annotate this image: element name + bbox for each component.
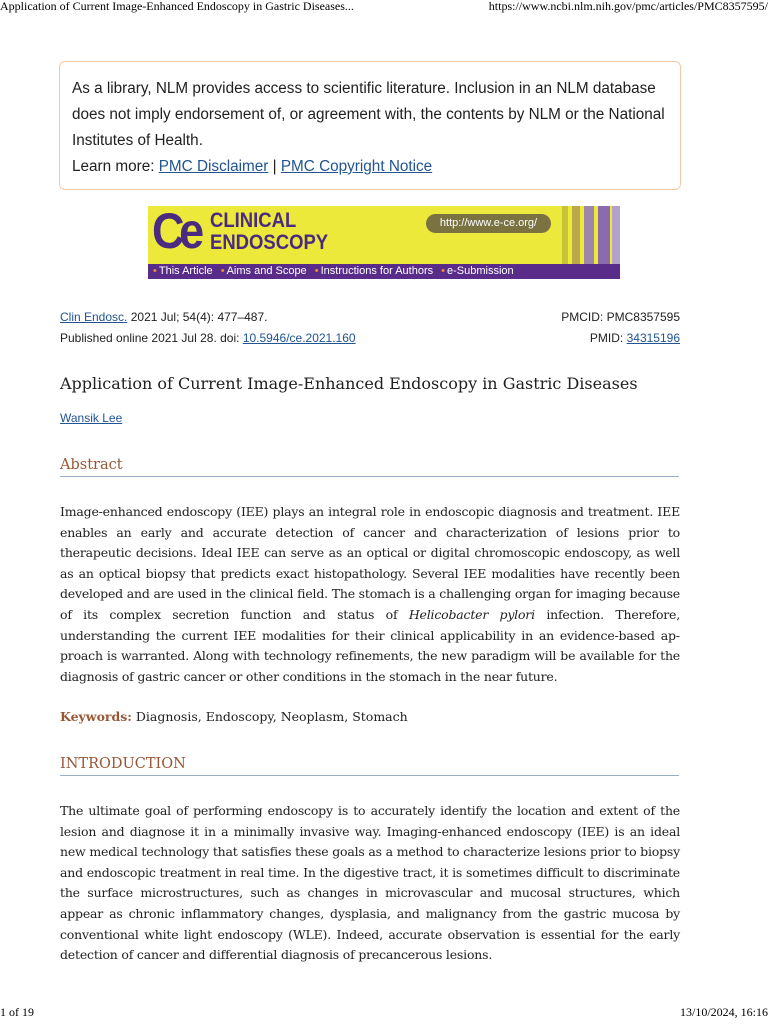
introduction-heading: INTRODUCTION bbox=[60, 756, 679, 776]
nav-this-article[interactable]: This Article bbox=[158, 265, 213, 277]
published-online: Published online 2021 Jul 28. doi: bbox=[60, 331, 240, 345]
print-footer bbox=[0, 1005, 768, 1021]
abstract-text-part1: Image-enhanced endoscopy (IEE) plays an integral role in endoscopic diagnosis and treatment. IEE enables an early and accurate detection of cancer and characterization of lesions prior to therapeutic decisions. Ideal IEE can serve as an optical or digital chromoscopic endoscopy, as well as an optical biopsy that predicts exact histopathology. Several IEE modalities have recently been developed and are used in the clinical field. The stomach is a challenging organ for imaging because of its complex secretion function and status of bbox=[60, 504, 680, 622]
citation-line1 bbox=[60, 307, 680, 328]
keywords-values: Diagnosis, Endoscopy, Neoplasm, Stomach bbox=[135, 709, 408, 724]
citation-details: 2021 Jul; 54(4): 477–487. bbox=[130, 310, 268, 324]
nav-aims-and-scope[interactable]: Aims and Scope bbox=[226, 265, 307, 277]
pmc-disclaimer-link[interactable]: PMC Disclaimer bbox=[158, 158, 269, 175]
page-number: 1 of 19 bbox=[0, 1005, 34, 1019]
author-list bbox=[60, 411, 122, 425]
notice-text: As a library, NLM provides access to scientific literature. Inclusion in an NLM database does not imply endorsement of, or agreement with, the contents by NLM or the National Institutes of Health. bbox=[72, 80, 665, 149]
pmid-label: PMID: bbox=[589, 331, 624, 345]
pmid bbox=[590, 328, 680, 349]
abstract-italic-term: Helicobacter pylori bbox=[408, 606, 535, 622]
nlm-disclaimer-notice bbox=[59, 61, 681, 190]
notice-learn-more bbox=[72, 154, 668, 180]
print-header-title: Application of Current Image-Enhanced Endoscopy in Gastric Diseases... bbox=[0, 0, 354, 13]
print-header bbox=[0, 0, 768, 15]
print-header-url: https://www.ncbi.nlm.nih.gov/pmc/articles/PMC8357595/ bbox=[488, 0, 768, 13]
journal-banner[interactable] bbox=[148, 206, 620, 279]
nav-instructions-for-authors[interactable]: Instructions for Authors bbox=[320, 265, 434, 277]
journal-url-pill[interactable]: http://www.e-ce.org/ bbox=[426, 214, 551, 233]
journal-nav-bar: • This Article • Aims and Scope • Instructions for Authors • e-Submission bbox=[148, 264, 620, 279]
print-datetime: 13/10/2024, 16:16 bbox=[679, 1005, 768, 1019]
pmcid-label: PMCID: bbox=[561, 310, 604, 324]
keywords bbox=[60, 709, 408, 724]
pmid-link[interactable]: 34315196 bbox=[626, 331, 680, 345]
journal-title-line1: CLINICAL bbox=[210, 209, 297, 232]
decorative-stripes bbox=[558, 206, 620, 269]
abstract-text-part2: infection. Therefore, understanding the current IEE modalities for their clinical applicability in an evidence-based approach is warranted. Along with technology refinements, the new paradigm will be available for the diagnosis of gastric cancer or other conditions in the stomach in the near future. bbox=[60, 606, 681, 684]
nav-e-submission[interactable]: e-Submission bbox=[447, 265, 514, 277]
pmcid-value: PMC8357595 bbox=[606, 310, 680, 324]
abstract-heading: Abstract bbox=[60, 457, 679, 477]
author-link[interactable]: Wansik Lee bbox=[60, 411, 123, 425]
pmc-copyright-notice-link[interactable]: PMC Copyright Notice bbox=[280, 158, 433, 175]
citation-block bbox=[60, 307, 680, 349]
journal-logo: Ce bbox=[152, 206, 199, 259]
abstract-text bbox=[60, 502, 680, 687]
article-title: Application of Current Image-Enhanced Endoscopy in Gastric Diseases bbox=[60, 374, 638, 393]
doi-link[interactable]: 10.5946/ce.2021.160 bbox=[242, 331, 356, 345]
learn-more-label: Learn more: bbox=[72, 158, 155, 175]
journal-title bbox=[210, 210, 328, 254]
journal-title-line2: ENDOSCOPY bbox=[210, 231, 329, 254]
citation-line2 bbox=[60, 328, 680, 349]
introduction-text: The ultimate goal of performing endoscopy is to accurately identify the location and extent of the lesion and diagnose it in a minimally invasive way. Imaging-enhanced endoscopy (IEE) is an ideal new medical technology that satisfies these goals as a method to characterize lesions prior to biopsy and endoscopic treatment in real time. In the digestive tract, it is sometimes difficult to discriminate the surface microstructures, such as changes in microvascular and mucosal structures, which appear as chronic inflammatory changes, dysplasia, and malignancy from the gastric mucosa by conventional white light endoscopy (WLE). Indeed, accurate observation is essential for the early detection of cancer and differential diagnosis of precancerous lesions. bbox=[60, 803, 680, 963]
link-separator: | bbox=[272, 158, 277, 175]
keywords-label: Keywords: bbox=[60, 709, 132, 724]
journal-link[interactable]: Clin Endosc. bbox=[60, 310, 128, 324]
pmcid bbox=[561, 307, 680, 328]
